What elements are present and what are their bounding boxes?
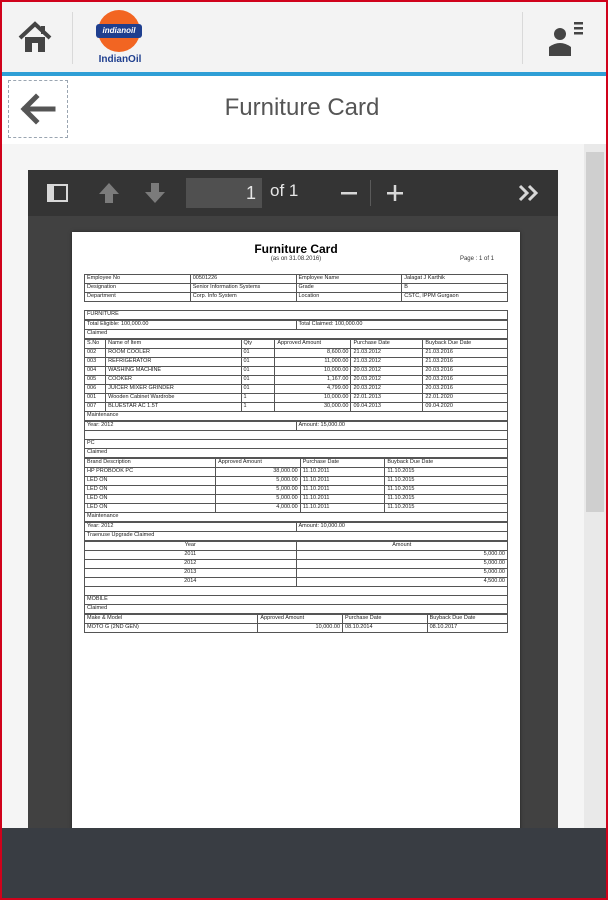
mobile-heading: MOBILE [84,595,508,605]
table-cell: JUICER MIXER GRINDER [106,385,241,394]
table-row [85,367,508,376]
table-cell: MOTO G (2ND GEN) [85,624,258,633]
table-cell: 01 [241,385,275,394]
table-cell: 20.03.2012 [351,385,423,394]
table-cell: 11.10.2015 [385,504,508,513]
arrow-left-icon [9,81,67,137]
table-cell: 007 [85,403,106,412]
table-cell: BLUESTAR AC 1.5T [106,403,241,412]
table-cell: 22.01.2020 [423,394,508,403]
pdf-toolbar [28,170,558,216]
table-cell: 01 [241,376,275,385]
table-cell: 004 [85,367,106,376]
pc-heading: PC [84,439,508,449]
table-cell: 11.10.2015 [385,486,508,495]
table-cell: LED ON [85,504,216,513]
mobile-items-table [84,614,508,633]
table-header-cell: Purchase Date [351,340,423,349]
table-cell: 4,799.00 [275,385,351,394]
table-cell: 30,000.00 [275,403,351,412]
table-cell: 09.04.2020 [423,403,508,412]
table-header-cell: Amount [296,542,508,551]
table-cell: 11.10.2015 [385,495,508,504]
table-header-cell: Brand Description [85,459,216,468]
pdf-viewer [28,170,558,828]
table-cell: 11.10.2011 [300,468,385,477]
table-header-cell: Buyback Due Date [423,340,508,349]
table-cell: 5,000.00 [296,560,508,569]
table-cell: 38,000.00 [216,468,301,477]
table-row [85,504,508,513]
table-cell: 21.03.2012 [351,358,423,367]
table-cell: LED ON [85,486,216,495]
table-row [85,569,508,578]
table-row [85,551,508,560]
table-cell: 21.03.2016 [423,349,508,358]
mobile-claimed-label: Claimed [84,605,508,614]
table-cell: 5,000.00 [296,551,508,560]
pdf-page [72,232,520,832]
minus-icon [334,178,364,208]
table-cell: 006 [85,385,106,394]
table-header-cell: Approved Amount [216,459,301,468]
table-cell: 5,000.00 [216,486,301,495]
page-count-label: of 1 [270,181,299,200]
table-cell: 08.10.2017 [427,624,507,633]
toolbar-divider [370,180,371,206]
table-cell: 20.03.2016 [423,367,508,376]
employee-info-table: Employee No 00501226 Employee Name Jalagat J Karthik Designation Senior Information Systems Grade B Department Corp. Info System Location CSTC, IPPM Gurgaon [84,274,508,302]
table-header-cell: Make & Model [85,615,258,624]
logo-band-text: indianoil [102,26,136,35]
sidebar-toggle-icon [42,178,72,208]
bottom-bar [2,828,606,898]
table-header-cell: Approved Amount [275,340,351,349]
table-cell: 20.03.2016 [423,376,508,385]
table-cell: 09.04.2013 [351,403,423,412]
document-subtitle: (as on 31.08.2016) [270,256,322,262]
table-cell: 2013 [85,569,297,578]
table-cell: Wooden Cabinet Wardrobe [106,394,241,403]
pc-items-table [84,458,508,513]
table-header-cell: Purchase Date [300,459,385,468]
table-header-cell: S.No [85,340,106,349]
table-cell: 005 [85,376,106,385]
table-cell: 4,500.00 [296,578,508,587]
table-cell: 2012 [85,560,297,569]
table-cell: 5,000.00 [296,569,508,578]
pc-upgrade-label: Traenuse Upgrade Claimed [84,532,508,541]
double-chevron-right-icon [514,178,544,208]
furniture-card-document [84,274,508,633]
plus-icon [380,178,410,208]
logo-text: IndianOil [98,54,142,65]
table-cell: 2011 [85,551,297,560]
furniture-claimed-label: Claimed [84,330,508,339]
table-row [85,376,508,385]
table-header-cell: Qty [241,340,275,349]
zoom-out-button[interactable] [334,178,364,208]
home-icon [12,16,58,60]
header-divider [522,12,523,64]
table-row [85,385,508,394]
table-header-cell: Year [85,542,297,551]
table-header-cell: Buyback Due Date [385,459,508,468]
table-cell: 01 [241,367,275,376]
table-cell: 10,000.00 [258,624,343,633]
table-row [85,349,508,358]
furniture-totals: Total Eligible: 100,000.00 Total Claimed: 100,000.00 [84,320,508,330]
page-scrollbar[interactable] [584,144,606,828]
table-row [85,624,508,633]
table-row [85,578,508,587]
table-cell: 01 [241,349,275,358]
page-title: Furniture Card [224,94,380,121]
pc-claimed-label: Claimed [84,449,508,458]
table-cell: LED ON [85,495,216,504]
furniture-maintenance: Year: 2012 Amount: 15,000.00 [84,421,508,431]
table-header-cell: Purchase Date [343,615,428,624]
table-row [85,486,508,495]
arrow-down-icon [140,178,170,208]
zoom-in-button[interactable] [380,178,410,208]
indianoil-logo[interactable] [90,8,150,68]
table-cell: 5,000.00 [216,477,301,486]
back-button[interactable] [8,80,68,138]
table-cell: 10,000.00 [275,367,351,376]
table-cell: 11.10.2011 [300,504,385,513]
content-area [2,144,606,828]
table-cell: 003 [85,358,106,367]
app-header [2,2,606,76]
table-cell: 20.03.2016 [423,385,508,394]
table-cell: 8,600.00 [275,349,351,358]
next-page-button[interactable] [140,178,170,208]
document-title: Furniture Card [254,242,338,256]
table-cell: 5,000.00 [216,495,301,504]
table-header-cell: Buyback Due Date [427,615,507,624]
table-header-cell: Approved Amount [258,615,343,624]
table-cell: 002 [85,349,106,358]
pc-maintenance-label: Maintenance [84,513,508,522]
table-cell: 11.10.2015 [385,477,508,486]
table-cell: 11.10.2011 [300,486,385,495]
previous-page-button[interactable] [94,178,124,208]
home-button[interactable] [12,16,58,60]
table-row [85,358,508,367]
table-cell: 21.03.2016 [423,358,508,367]
table-cell: 21.03.2012 [351,349,423,358]
furniture-heading: FURNITURE [84,310,508,320]
table-cell: 11.10.2015 [385,468,508,477]
scrollbar-thumb[interactable] [586,152,604,512]
furniture-maintenance-label: Maintenance [84,412,508,421]
table-cell: 01 [241,358,275,367]
table-cell: 08.10.2014 [343,624,428,633]
table-row [85,394,508,403]
page-number-input[interactable] [186,178,262,208]
table-cell: 11.10.2011 [300,495,385,504]
table-cell: 4,000.00 [216,504,301,513]
table-row [85,468,508,477]
user-menu-icon [542,16,590,60]
table-cell: LED ON [85,477,216,486]
document-page-label: Page : 1 of 1 [459,256,494,262]
table-cell: 20.03.2012 [351,376,423,385]
table-cell: HP PROBOOK PC [85,468,216,477]
table-cell: 1 [241,394,275,403]
title-bar [2,76,606,145]
table-cell: 22.01.2013 [351,394,423,403]
table-cell: 001 [85,394,106,403]
header-divider [72,12,73,64]
table-cell: ROOM COOLER [106,349,241,358]
table-cell: 10,000.00 [275,394,351,403]
table-row [85,495,508,504]
tools-button[interactable] [514,178,544,208]
table-cell: 11,000.00 [275,358,351,367]
table-header-cell: Name of Item [106,340,241,349]
table-row [85,560,508,569]
pc-upgrade-table [84,541,508,587]
sidebar-toggle-button[interactable] [42,178,72,208]
table-cell: 11.10.2011 [300,477,385,486]
user-menu-button[interactable] [542,16,590,60]
table-cell: 2014 [85,578,297,587]
table-cell: 20.03.2012 [351,367,423,376]
table-cell: WASHING MACHINE [106,367,241,376]
table-cell: COOKER [106,376,241,385]
table-cell: 1,167.00 [275,376,351,385]
table-cell: REFRIGERATOR [106,358,241,367]
table-row [85,403,508,412]
pc-maintenance: Year: 2012 Amount: 10,000.00 [84,522,508,532]
table-cell: 1 [241,403,275,412]
table-row [85,477,508,486]
furniture-items-table [84,339,508,412]
arrow-up-icon [94,178,124,208]
